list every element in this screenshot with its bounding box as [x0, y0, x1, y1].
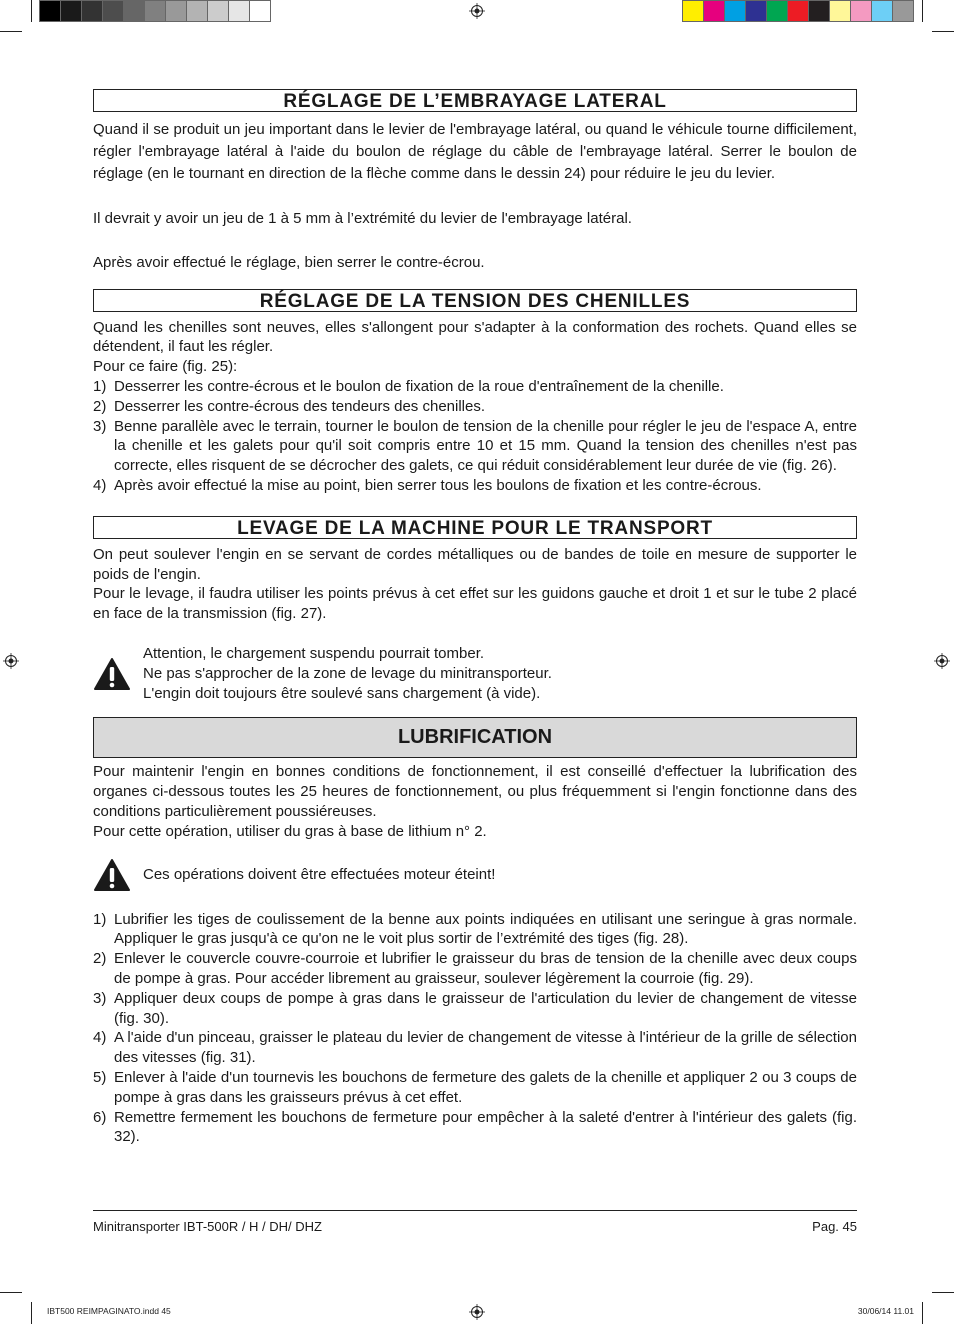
paragraph: Pour le levage, il faudra utiliser les points prévus à cet effet sur les guidons gauche et droit 1 et sur le tube 2 placé en face de la transmission (fig. 27). — [93, 585, 857, 623]
warning-line: Attention, le chargement suspendu pourrait tomber. — [143, 644, 485, 662]
list-item: 2) Enlever le couvercle couvre-courroie et lubrifier le graisseur du bras de tension de la chenille avec deux coups de pompe à gras. Pour accéder librement au graisseur, soulever légèrement la courroie (fig. 29). — [93, 950, 857, 987]
paragraph: Quand il se produit un jeu important dans le levier de l'embrayage latéral, ou quand le véhicule tourne difficilement, régler l'embrayage latéral à l'aide du boulon de réglage du câble de l'embrayage latéral. Serrer le boulon de réglage (en le tournant en direction de la flèche comme dans le dessin 24) pour réduire le jeu du levier. — [93, 121, 857, 182]
calibration-swatch — [207, 0, 229, 22]
registration-mark-icon — [3, 653, 19, 669]
paragraph: Il devrait y avoir un jeu de 1 à 5 mm à l’extrémité du levier de l'embrayage latéral. — [93, 210, 632, 227]
list-item: 4) Après avoir effectué la mise au point, bien serrer tous les boulons de fixation et les contre-écrous. — [93, 476, 762, 494]
paragraph: On peut soulever l'engin en se servant de cordes métalliques ou de bandes de toile en mesure de supporter le poids de l'engin. — [93, 545, 857, 583]
calibration-swatch — [787, 0, 809, 22]
crop-mark — [932, 1292, 954, 1293]
calibration-swatch — [766, 0, 788, 22]
list-item: 3) Benne parallèle avec le terrain, tourner le boulon de tension de la chenille pour régler le jeu de l'espace A, entre la chenille et les galets pour qu'il soit compris entre 10 et 15 mm. Quand la tension des chenilles n'est pas correcte, elles risquent de se décrocher des galets, ce qui réduit considérablement leur durée de vie (fig. 26). — [93, 417, 857, 475]
tension-steps-list — [93, 377, 857, 496]
registration-mark-icon — [469, 1304, 485, 1320]
crop-mark — [932, 31, 954, 32]
list-item: 2) Desserrer les contre-écrous des tendeurs des chenilles. — [93, 397, 486, 415]
color-calibration-bar — [683, 0, 914, 21]
gray-calibration-bar — [40, 0, 271, 21]
calibration-swatch — [724, 0, 746, 22]
calibration-swatch — [808, 0, 830, 22]
calibration-swatch — [60, 0, 82, 22]
footer-product: Minitransporter IBT-500R / H / DH/ DHZ — [93, 1219, 322, 1234]
section-title-levage: LEVAGE DE LA MACHINE POUR LE TRANSPORT — [93, 516, 857, 539]
page-number: Pag. 45 — [812, 1219, 857, 1234]
warning-block-lubrification — [93, 858, 857, 892]
crop-mark — [922, 1302, 923, 1324]
calibration-swatch — [81, 0, 103, 22]
list-item: 3) Appliquer deux coups de pompe à gras dans le graisseur de l'articulation du levier de changement de vitesse (fig. 30). — [93, 989, 857, 1027]
crop-mark — [0, 1292, 22, 1293]
calibration-swatch — [102, 0, 124, 22]
registration-mark-icon — [934, 653, 950, 669]
page-footer — [93, 1219, 857, 1234]
calibration-swatch — [123, 0, 145, 22]
calibration-swatch — [850, 0, 872, 22]
registration-mark-icon — [469, 3, 485, 19]
slug-filename: IBT500 REIMPAGINATO.indd 45 — [47, 1306, 171, 1316]
crop-mark — [31, 0, 32, 22]
lubrification-steps-list — [93, 910, 857, 1148]
list-item: 6) Remettre fermement les bouchons de fermeture pour empêcher à la saleté d'entrer à l'intérieur des galets (fig. 32). — [93, 1108, 857, 1146]
calibration-swatch — [892, 0, 914, 22]
paragraph: Pour maintenir l'engin en bonnes conditions de fonctionnement, il est conseillé d'effectuer la lubrification des organes ci-dessous toutes les 25 heures de fonctionnement, ou plus fréquemment si l'engin fonctionne dans des conditions particulièrement poussiéreuses. — [93, 763, 857, 820]
warning-icon — [93, 657, 131, 691]
list-item: 1) Desserrer les contre-écrous et le boulon de fixation de la roue d'entraînement de la chenille. — [93, 377, 724, 395]
list-item: 4) A l'aide d'un pinceau, graisser le plateau du levier de changement de vitesse à l'intérieur de la grille de sélection des vitesses (fig. 31). — [93, 1029, 857, 1067]
calibration-swatch — [829, 0, 851, 22]
warning-line: Ces opérations doivent être effectuées moteur éteint! — [143, 865, 496, 883]
list-item: 1) Lubrifier les tiges de coulissement de la benne aux points indiquées en utilisant une seringue à gras normale. Appliquer le gras jusqu'à ce qu'on ne le voit plus sortir de l’extrémité des tiges (fig. 28). — [93, 910, 857, 948]
paragraph: Pour ce faire (fig. 25): — [93, 358, 238, 376]
warning-line: Ne pas s'approcher de la zone de levage du minitransporteur. — [143, 664, 552, 682]
slug-timestamp: 30/06/14 11.01 — [857, 1306, 914, 1316]
section-title-lubrification: LUBRIFICATION — [93, 717, 857, 758]
crop-mark — [0, 31, 22, 32]
page-content — [93, 89, 857, 1147]
footer-divider — [93, 1210, 857, 1211]
crop-mark — [922, 0, 923, 22]
calibration-swatch — [228, 0, 250, 22]
calibration-swatch — [39, 0, 61, 22]
warning-icon — [93, 858, 131, 892]
section-title-lateral: RÉGLAGE DE L’EMBRAYAGE LATERAL — [93, 89, 857, 112]
paragraph: Quand les chenilles sont neuves, elles s'allongent pour s'adapter à la conformation des rochets. Quand elles se détendent, il faut les régler. — [93, 318, 857, 356]
calibration-swatch — [745, 0, 767, 22]
calibration-swatch — [144, 0, 166, 22]
calibration-swatch — [703, 0, 725, 22]
calibration-swatch — [165, 0, 187, 22]
calibration-swatch — [871, 0, 893, 22]
paragraph: Après avoir effectué le réglage, bien serrer le contre-écrou. — [93, 253, 485, 271]
crop-mark — [31, 1302, 32, 1324]
calibration-swatch — [682, 0, 704, 22]
paragraph: Pour cette opération, utiliser du gras à base de lithium n° 2. — [93, 822, 487, 840]
warning-line: L'engin doit toujours être soulevé sans chargement (à vide). — [143, 684, 541, 702]
calibration-swatch — [186, 0, 208, 22]
list-item: 5) Enlever à l'aide d'un tournevis les bouchons de fermeture des galets de la chenille et appliquer 2 ou 3 coups de pompe à gras dans les graisseurs prévus à cet effet. — [93, 1068, 857, 1106]
calibration-swatch — [249, 0, 271, 22]
section-title-tension: RÉGLAGE DE LA TENSION DES CHENILLES — [93, 289, 857, 312]
warning-block-levage — [93, 644, 857, 703]
